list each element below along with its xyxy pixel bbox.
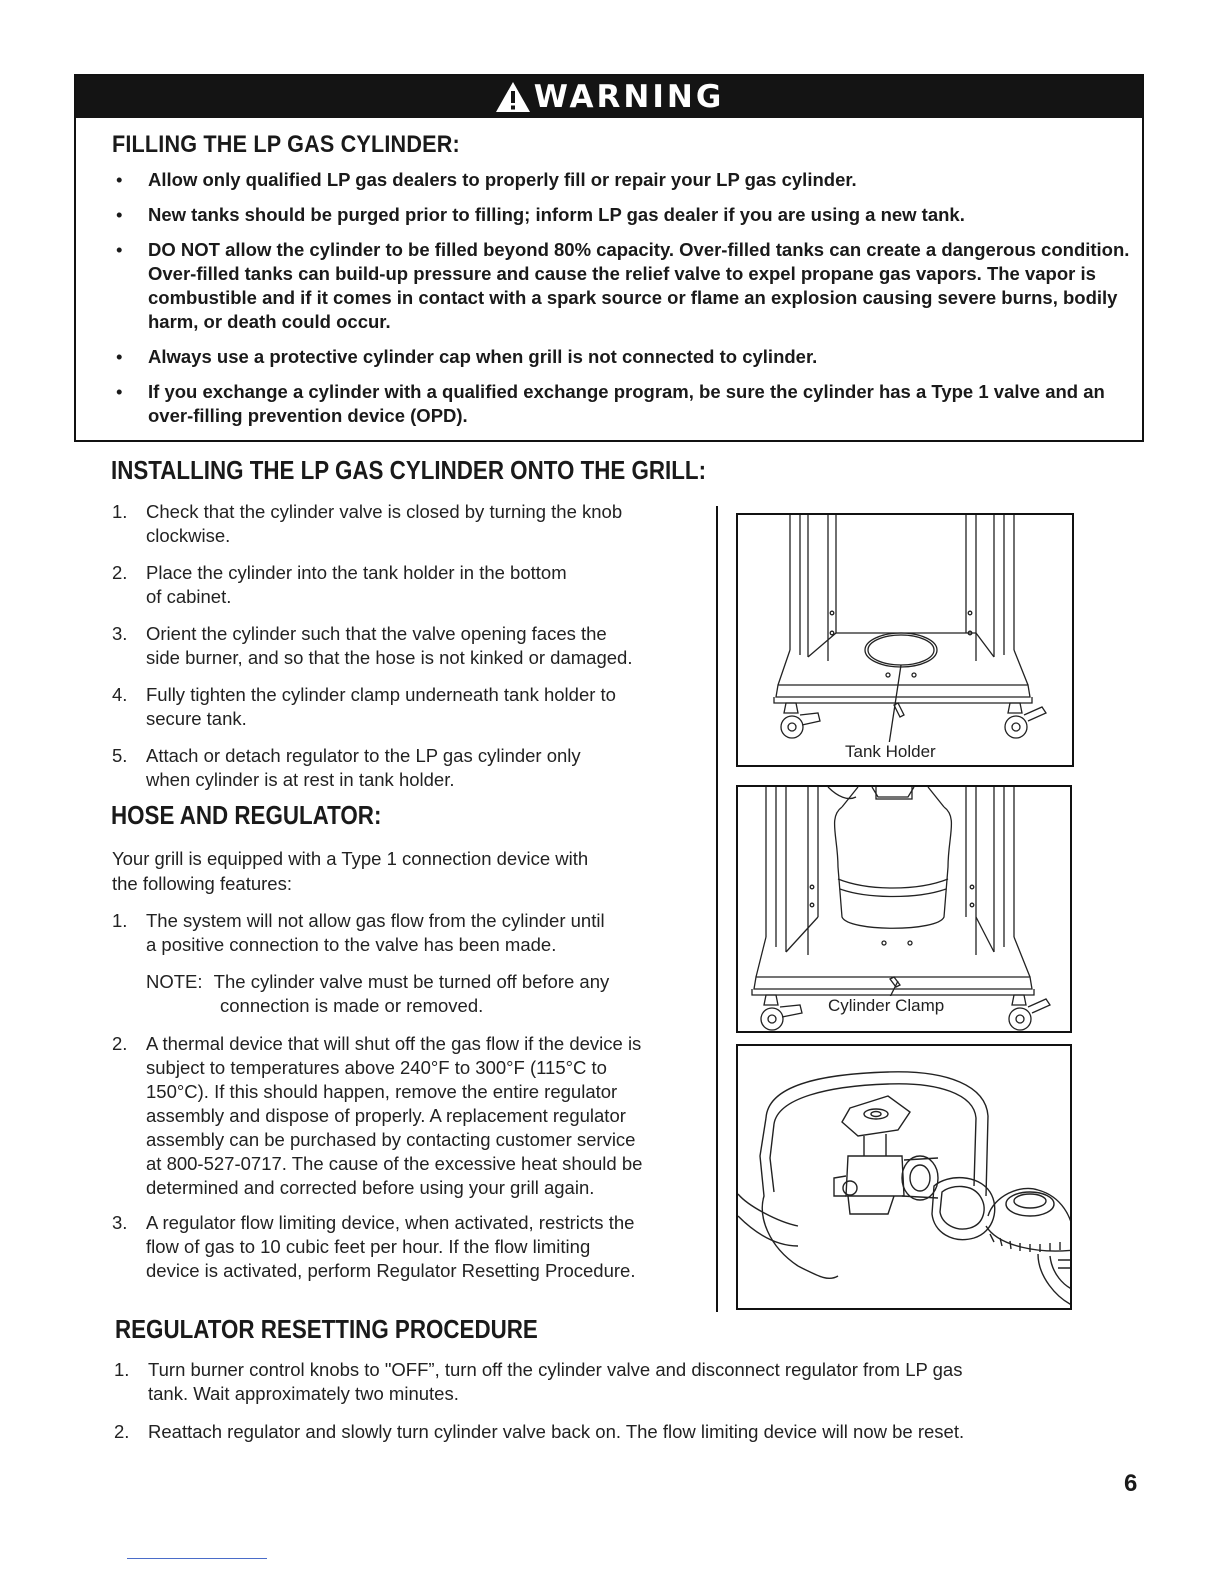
hose-heading: HOSE AND REGULATOR:: [111, 800, 382, 830]
hose-item-1: [112, 909, 712, 957]
page-number: 6: [1124, 1470, 1138, 1497]
column-divider: [716, 506, 718, 1312]
tank-holder-label: Tank Holder: [845, 742, 936, 761]
list-item: 2. A thermal device that will shut off the gas flow if the device is subject to temperatures above 240°F to 300°F (115°C to 150°C). If this should happen, remove the entire regulator assembly and dispose of properly. A replacement regulator assembly can be purchased by contacting customer service at 800-527-0717. The cause of the excessive heat should be determined and corrected before using your grill again.: [112, 1033, 643, 1198]
note-block: NOTE: The cylinder valve must be turned off before any connection is made or removed.: [146, 971, 610, 1016]
note-label: NOTE:: [146, 971, 203, 992]
tank-holder-illustration: [738, 515, 1074, 767]
hose-item-3: [112, 1211, 712, 1283]
list-item: 5. Attach or detach regulator to the LP gas cylinder only when cylinder is at rest in tank holder.: [112, 745, 581, 790]
list-item: 4. Fully tighten the cylinder clamp underneath tank holder to secure tank.: [112, 684, 616, 729]
list-item: 1. The system will not allow gas flow from the cylinder until a positive connection to the valve has been made.: [112, 910, 605, 955]
warning-bullet: • Always use a protective cylinder cap when grill is not connected to cylinder.: [116, 346, 818, 367]
warning-title: FILLING THE LP GAS CYLINDER:: [112, 131, 460, 158]
warning-bullet: • Allow only qualified LP gas dealers to properly fill or repair your LP gas cylinder.: [116, 169, 857, 190]
list-item: 1. Check that the cylinder valve is closed by turning the knob clockwise.: [112, 501, 623, 546]
warning-triangle-icon: [494, 80, 532, 114]
warning-banner: [76, 76, 1142, 118]
list-item: 2. Place the cylinder into the tank holder in the bottom of cabinet.: [112, 562, 567, 607]
resetting-steps: [114, 1358, 1114, 1444]
footer-divider: [127, 1558, 267, 1559]
figure-cylinder-clamp: [736, 785, 1072, 1033]
warning-box: [74, 74, 1144, 442]
list-item: 2. Reattach regulator and slowly turn cylinder valve back on. The flow limiting device will now be reset.: [114, 1421, 965, 1442]
figure-tank-holder: [736, 513, 1074, 767]
hose-intro: Your grill is equipped with a Type 1 connection device with the following features:: [112, 848, 589, 894]
hose-item-2: [112, 1032, 712, 1200]
warning-bullet: • DO NOT allow the cylinder to be filled beyond 80% capacity. Over-filled tanks can create a dangerous condition. Over-filled tanks can build-up pressure and cause the relief valve to expel propane gas vapors. The vapor is combustible and if it comes in contact with a spark source or flame an explosion causing severe burns, bodily harm, or death could occur.: [116, 239, 1130, 332]
cylinder-clamp-label: Cylinder Clamp: [828, 996, 945, 1015]
resetting-heading: REGULATOR RESETTING PROCEDURE: [115, 1314, 538, 1344]
list-item: 1. Turn burner control knobs to "OFF”, turn off the cylinder valve and disconnect regulator from LP gas tank. Wait approximately two minutes.: [114, 1359, 963, 1404]
figure-valve-regulator: [736, 1044, 1072, 1310]
valve-regulator-illustration: [738, 1046, 1072, 1310]
warning-bullets: [112, 168, 1132, 439]
installing-steps: [112, 500, 712, 792]
list-item: 3. A regulator flow limiting device, when activated, restricts the flow of gas to 10 cubic feet per hour. If the flow limiting device is activated, perform Regulator Resetting Procedure.: [112, 1212, 636, 1281]
warning-bullet: • New tanks should be purged prior to filling; inform LP gas dealer if you are using a new tank.: [116, 204, 965, 225]
list-item: 3. Orient the cylinder such that the valve opening faces the side burner, and so that the hose is not kinked or damaged.: [112, 623, 633, 668]
warning-word: WARNING: [533, 78, 725, 115]
warning-bullet: • If you exchange a cylinder with a qualified exchange program, be sure the cylinder has a Type 1 valve and an over-filling prevention device (OPD).: [116, 381, 1105, 426]
installing-heading: INSTALLING THE LP GAS CYLINDER ONTO THE GRILL:: [111, 455, 707, 485]
